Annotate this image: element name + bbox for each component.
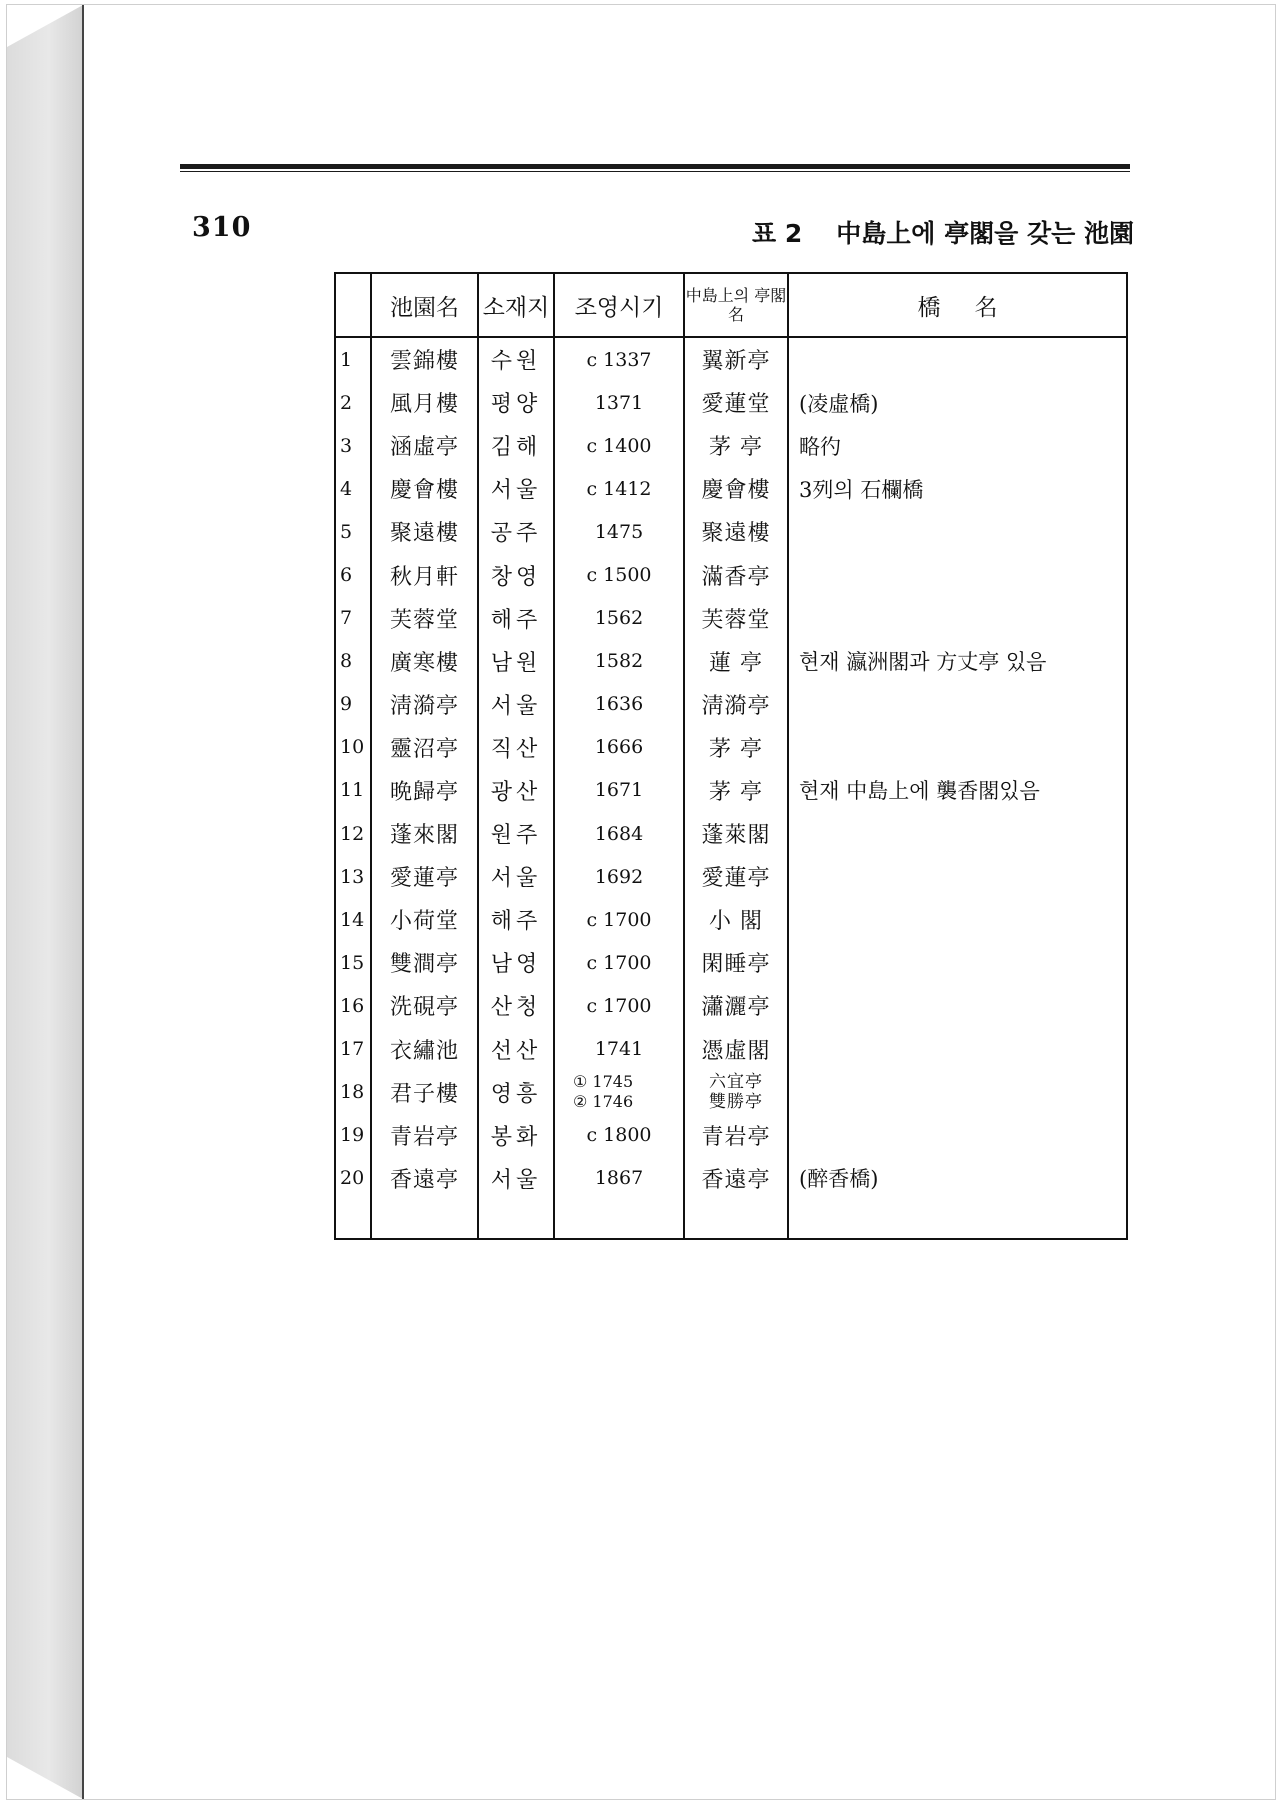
- location: 창영: [478, 553, 554, 596]
- pond-name: 雙澗亭: [371, 941, 478, 984]
- table-title: [752, 214, 1134, 250]
- construction-period: c 1800: [554, 1114, 684, 1157]
- construction-period: c 1500: [554, 553, 684, 596]
- construction-period: c 1700: [554, 898, 684, 941]
- location: 서울: [478, 467, 554, 510]
- island-pavilion: 翼新亭: [684, 337, 788, 381]
- construction-period: 1582: [554, 640, 684, 683]
- table-spacer-row: [335, 1200, 1127, 1239]
- table-title-text: 中島上에 亭閣을 갖는 池園: [836, 219, 1134, 248]
- table-row: [335, 769, 1127, 812]
- construction-period: [554, 1071, 684, 1114]
- location: 산청: [478, 984, 554, 1027]
- bridge-name: [788, 941, 1127, 984]
- header-pavilion: 中島上의 亭閣名: [684, 273, 788, 337]
- island-pavilion: 蓬萊閣: [684, 812, 788, 855]
- table-body: [335, 337, 1127, 1239]
- bridge-name: 3列의 石欄橋: [788, 467, 1127, 510]
- location: 김해: [478, 424, 554, 467]
- pond-name: 廣寒樓: [371, 640, 478, 683]
- table-row: [335, 683, 1127, 726]
- row-number: 16: [335, 984, 371, 1027]
- header-rule-thick: [180, 164, 1130, 169]
- table-title-label: 표 2: [752, 219, 803, 248]
- pond-name: 愛蓮亭: [371, 855, 478, 898]
- construction-period: 1562: [554, 597, 684, 640]
- island-pavilion: 閑睡亭: [684, 941, 788, 984]
- bridge-name: [788, 1028, 1127, 1071]
- construction-period-2: ② 1746: [573, 1092, 634, 1112]
- location: 광산: [478, 769, 554, 812]
- pond-name: 香遠亭: [371, 1157, 478, 1200]
- island-pavilion: 蓮 亭: [684, 640, 788, 683]
- pond-table: [334, 272, 1128, 1240]
- bridge-name: 현재 瀛洲閣과 方丈亭 있음: [788, 640, 1127, 683]
- construction-period: 1636: [554, 683, 684, 726]
- island-pavilion: 小 閣: [684, 898, 788, 941]
- row-number: 6: [335, 553, 371, 596]
- row-number: 9: [335, 683, 371, 726]
- island-pavilion: 茅 亭: [684, 769, 788, 812]
- row-number: 20: [335, 1157, 371, 1200]
- location: 봉화: [478, 1114, 554, 1157]
- construction-period: 1371: [554, 381, 684, 424]
- bridge-name: [788, 553, 1127, 596]
- row-number: 11: [335, 769, 371, 812]
- row-number: 14: [335, 898, 371, 941]
- construction-period: 1475: [554, 510, 684, 553]
- pond-name: 風月樓: [371, 381, 478, 424]
- bridge-name: [788, 510, 1127, 553]
- row-number: 12: [335, 812, 371, 855]
- table-row: [335, 640, 1127, 683]
- construction-period: c 1337: [554, 337, 684, 381]
- island-pavilion: 淸漪亭: [684, 683, 788, 726]
- bridge-name: (凌虛橋): [788, 381, 1127, 424]
- row-number: 7: [335, 597, 371, 640]
- location: 영흥: [478, 1071, 554, 1114]
- bridge-name: [788, 337, 1127, 381]
- island-pavilion: 青岩亭: [684, 1114, 788, 1157]
- pond-name: 衣繡池: [371, 1028, 478, 1071]
- island-pavilion: 愛蓮堂: [684, 381, 788, 424]
- island-pavilion: 滿香亭: [684, 553, 788, 596]
- row-number: 5: [335, 510, 371, 553]
- construction-period: 1671: [554, 769, 684, 812]
- island-pavilion: 茅 亭: [684, 726, 788, 769]
- construction-period: c 1700: [554, 941, 684, 984]
- table-row: [335, 898, 1127, 941]
- page-number: 310: [192, 212, 252, 243]
- table-row: [335, 424, 1127, 467]
- bridge-name: [788, 898, 1127, 941]
- bridge-name: [788, 597, 1127, 640]
- construction-period-1: ① 1745: [573, 1072, 634, 1092]
- table-row: [335, 553, 1127, 596]
- bridge-name: [788, 984, 1127, 1027]
- header-rule-thin: [180, 171, 1130, 172]
- location: 서울: [478, 1157, 554, 1200]
- table-row: [335, 1028, 1127, 1071]
- island-pavilion: 瀟灑亭: [684, 984, 788, 1027]
- island-pavilion: [684, 1071, 788, 1114]
- table-row: [335, 1157, 1127, 1200]
- location: 원주: [478, 812, 554, 855]
- bridge-name: [788, 726, 1127, 769]
- bridge-name: [788, 812, 1127, 855]
- table-row: [335, 337, 1127, 381]
- location: 남원: [478, 640, 554, 683]
- island-pavilion: 茅 亭: [684, 424, 788, 467]
- table-row: [335, 941, 1127, 984]
- table-row: [335, 1114, 1127, 1157]
- construction-period: c 1412: [554, 467, 684, 510]
- table-row: [335, 984, 1127, 1027]
- pond-name: 雲錦樓: [371, 337, 478, 381]
- pond-name: 洗硯亭: [371, 984, 478, 1027]
- construction-period: 1692: [554, 855, 684, 898]
- location: 선산: [478, 1028, 554, 1071]
- row-number: 18: [335, 1071, 371, 1114]
- table-header-row: [335, 273, 1127, 337]
- location: 평양: [478, 381, 554, 424]
- location: 서울: [478, 683, 554, 726]
- pond-name: 芙蓉堂: [371, 597, 478, 640]
- header-bridge: 橋名: [788, 273, 1127, 337]
- table-row: [335, 812, 1127, 855]
- row-number: 17: [335, 1028, 371, 1071]
- construction-period: 1867: [554, 1157, 684, 1200]
- island-pavilion: 芙蓉堂: [684, 597, 788, 640]
- book-spine-line: [82, 5, 84, 1799]
- bridge-name: 현재 中島上에 襲香閣있음: [788, 769, 1127, 812]
- row-number: 1: [335, 337, 371, 381]
- location: 남영: [478, 941, 554, 984]
- row-number: 3: [335, 424, 371, 467]
- island-pavilion: 憑虛閣: [684, 1028, 788, 1071]
- pond-name: 君子樓: [371, 1071, 478, 1114]
- construction-period: 1684: [554, 812, 684, 855]
- bridge-name: (醉香橋): [788, 1157, 1127, 1200]
- table-row: [335, 467, 1127, 510]
- island-pavilion: 慶會樓: [684, 467, 788, 510]
- book-spine-edge: [7, 5, 83, 1799]
- island-pavilion-1: 六宜亭: [709, 1072, 763, 1093]
- pond-name: 秋月軒: [371, 553, 478, 596]
- pond-name: 蓬來閣: [371, 812, 478, 855]
- bridge-name: 略彴: [788, 424, 1127, 467]
- pond-name: 涵虛亭: [371, 424, 478, 467]
- construction-period: c 1400: [554, 424, 684, 467]
- table-row: [335, 597, 1127, 640]
- pond-name: 晩歸亭: [371, 769, 478, 812]
- pond-name: 靈沼亭: [371, 726, 478, 769]
- header-location: 소재지: [478, 273, 554, 337]
- location: 수원: [478, 337, 554, 381]
- bridge-name: [788, 1114, 1127, 1157]
- table-row: [335, 855, 1127, 898]
- pond-name: 聚遠樓: [371, 510, 478, 553]
- table-row: [335, 726, 1127, 769]
- location: 서울: [478, 855, 554, 898]
- header-pond-name: 池園名: [371, 273, 478, 337]
- location: 직산: [478, 726, 554, 769]
- header-period: 조영시기: [554, 273, 684, 337]
- location: 해주: [478, 898, 554, 941]
- row-number: 8: [335, 640, 371, 683]
- island-pavilion: 香遠亭: [684, 1157, 788, 1200]
- construction-period: 1741: [554, 1028, 684, 1071]
- pond-name: 淸漪亭: [371, 683, 478, 726]
- row-number: 19: [335, 1114, 371, 1157]
- construction-period: 1666: [554, 726, 684, 769]
- location: 해주: [478, 597, 554, 640]
- row-number: 2: [335, 381, 371, 424]
- row-number: 13: [335, 855, 371, 898]
- pond-name: 青岩亭: [371, 1114, 478, 1157]
- location: 공주: [478, 510, 554, 553]
- row-number: 10: [335, 726, 371, 769]
- table-row: [335, 381, 1127, 424]
- island-pavilion: 愛蓮亭: [684, 855, 788, 898]
- bridge-name: [788, 855, 1127, 898]
- row-number: 15: [335, 941, 371, 984]
- table-row: [335, 1071, 1127, 1114]
- header-no: [335, 273, 371, 337]
- row-number: 4: [335, 467, 371, 510]
- table-row: [335, 510, 1127, 553]
- island-pavilion: 聚遠樓: [684, 510, 788, 553]
- pond-name: 慶會樓: [371, 467, 478, 510]
- bridge-name: [788, 683, 1127, 726]
- construction-period: c 1700: [554, 984, 684, 1027]
- bridge-name: [788, 1071, 1127, 1114]
- island-pavilion-2: 雙勝亭: [709, 1092, 763, 1113]
- pond-name: 小荷堂: [371, 898, 478, 941]
